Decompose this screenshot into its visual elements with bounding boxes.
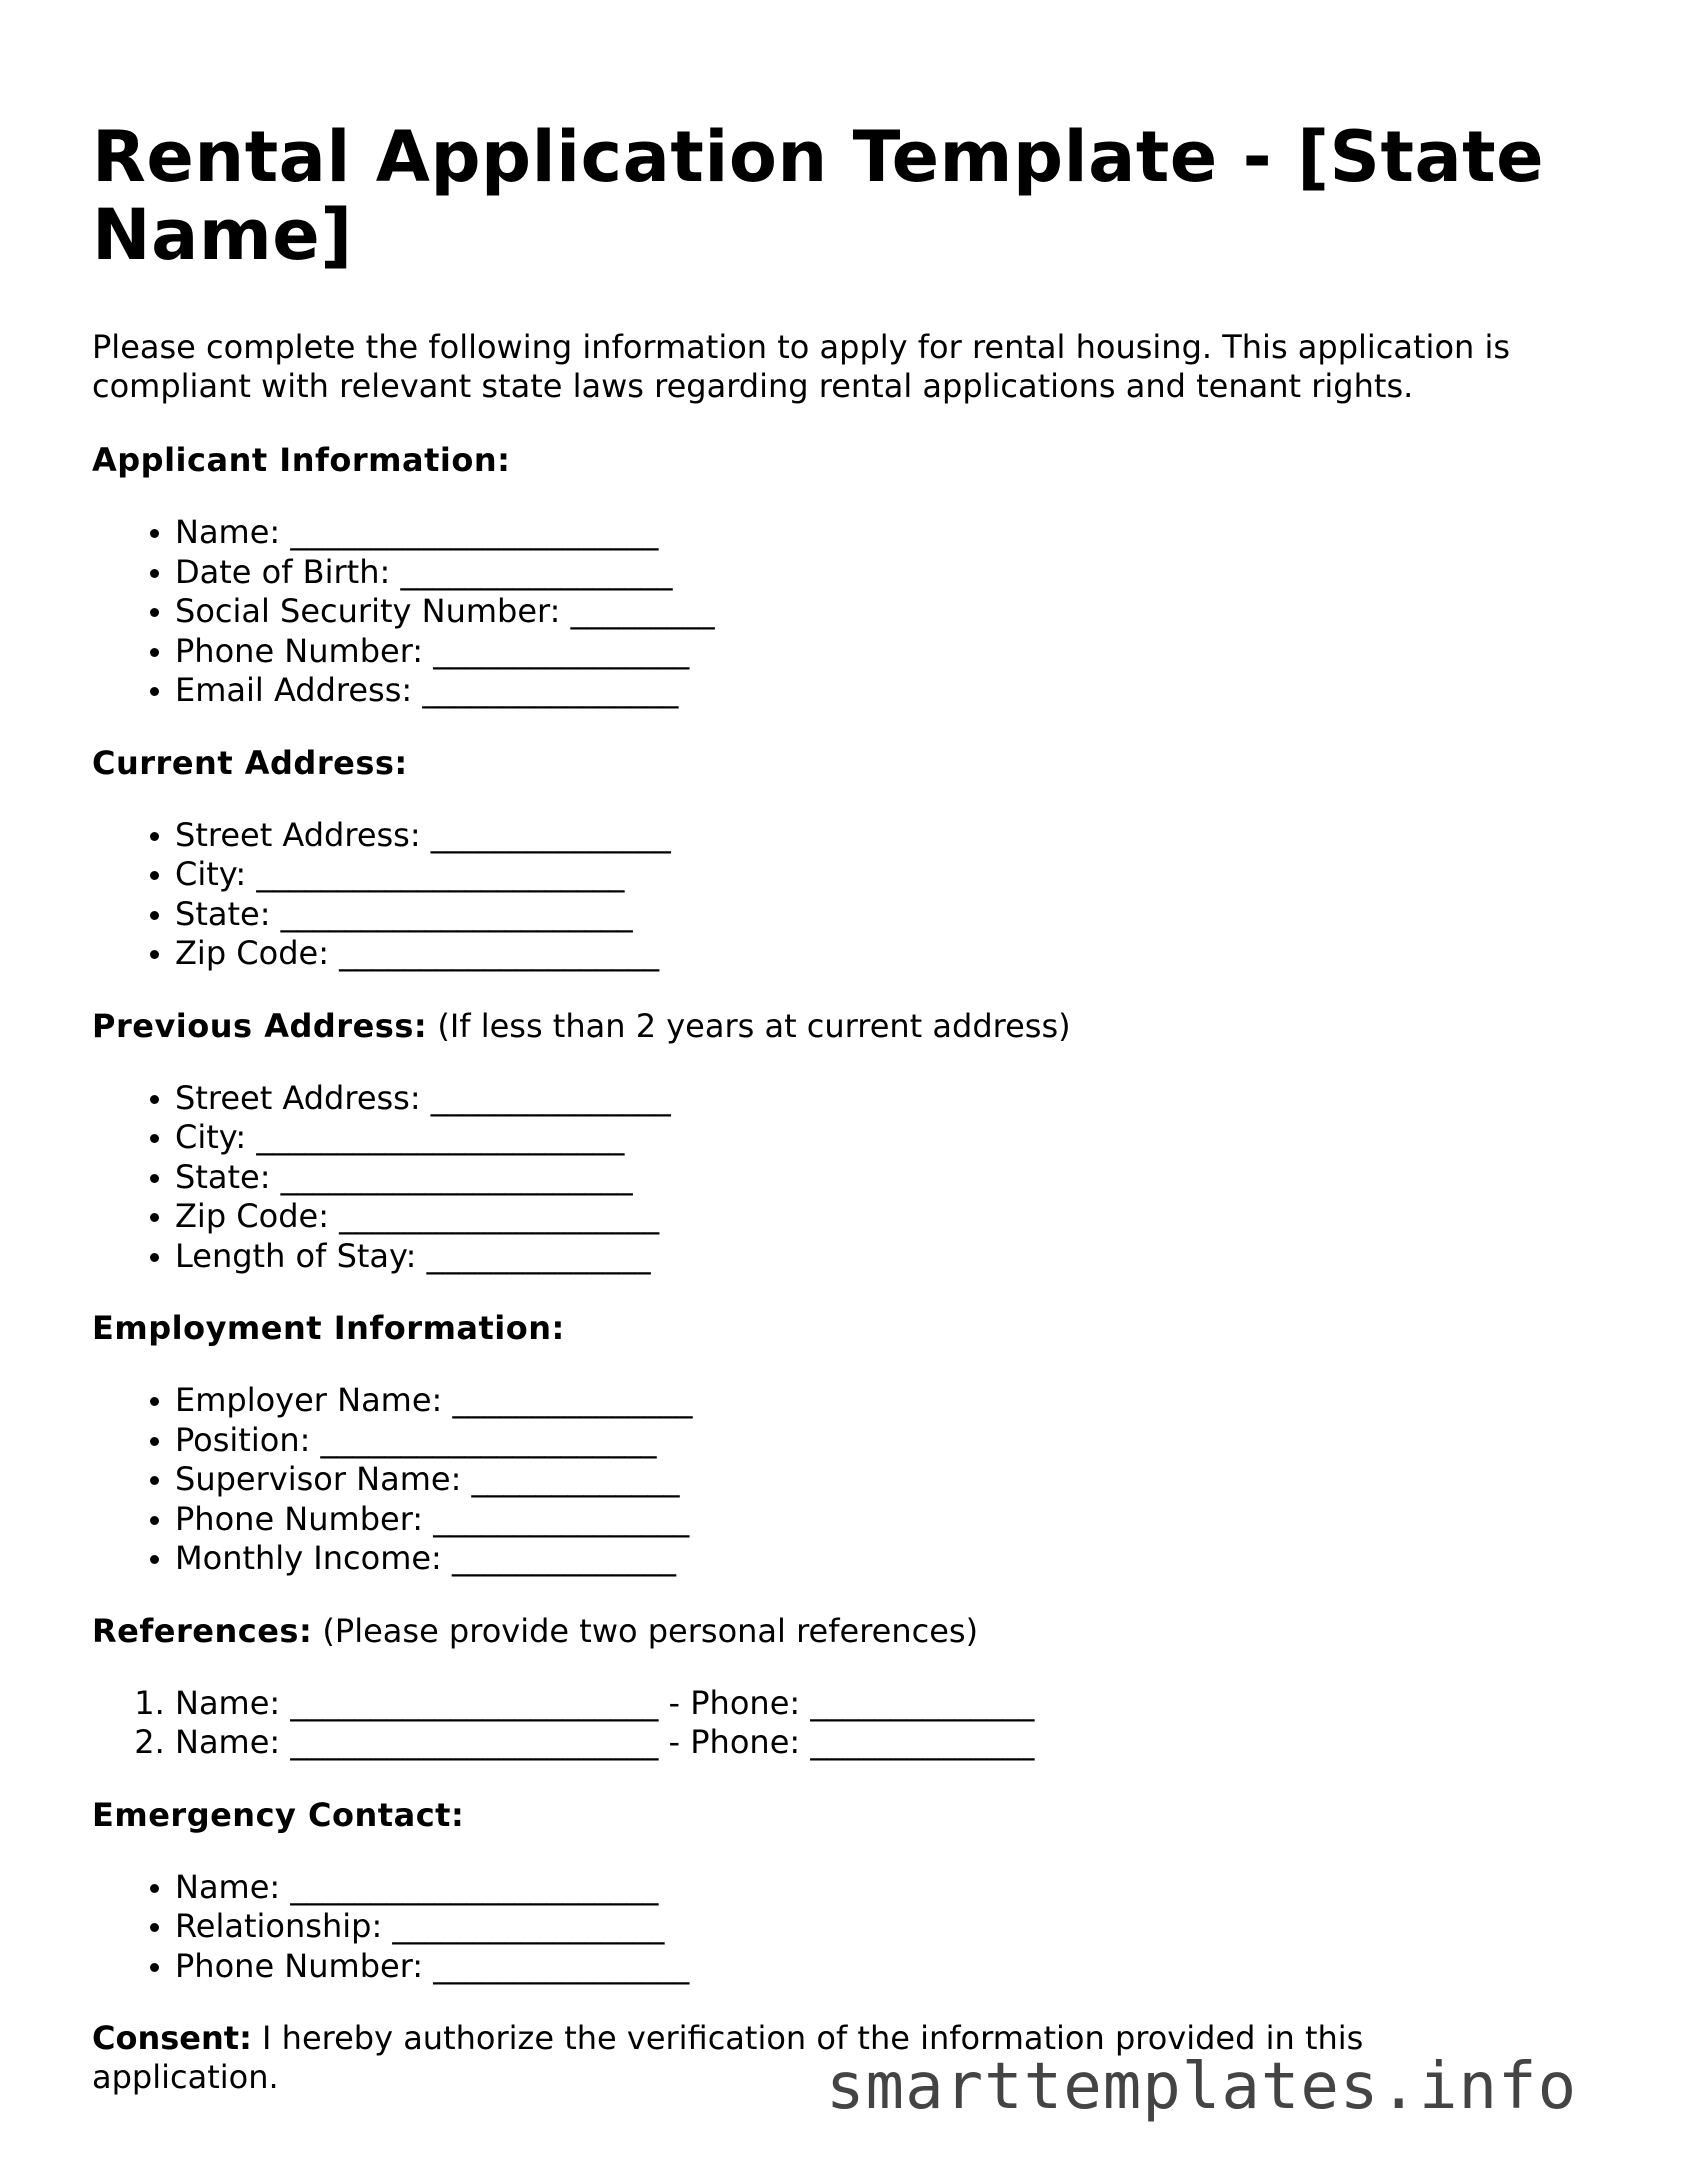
list-item-previous-street: • Street Address: _______________ [175,1079,1592,1119]
references-heading [92,1612,1592,1651]
list-item-current-state: • State: ______________________ [175,895,1592,935]
references-heading-label: References: [92,1611,313,1650]
references-list [92,1684,1592,1763]
watermark: smarttemplates.info [826,2050,1578,2124]
list-item-emergency-phone: • Phone Number: ________________ [175,1947,1592,1987]
current-address-list [92,816,1592,974]
list-item-reference-2: 2. Name: _______________________ - Phone: ______________ [175,1723,1592,1763]
list-item-previous-zip: • Zip Code: ____________________ [175,1197,1592,1237]
list-item-current-city: • City: _______________________ [175,855,1592,895]
references-note: (Please provide two personal references) [312,1611,979,1650]
list-item-previous-state: • State: ______________________ [175,1158,1592,1198]
page-title: Rental Application Template - [State Name] [92,116,1545,276]
list-item-current-zip: • Zip Code: ____________________ [175,934,1592,974]
list-item-supervisor-name: • Supervisor Name: _____________ [175,1460,1592,1500]
list-item-previous-city: • City: _______________________ [175,1118,1592,1158]
list-item-previous-length-of-stay: • Length of Stay: ______________ [175,1237,1592,1277]
employment-heading [92,1309,1592,1348]
list-item-applicant-phone: • Phone Number: ________________ [175,632,1592,672]
list-item-employment-phone: • Phone Number: ________________ [175,1500,1592,1540]
list-item-position: • Position: _____________________ [175,1421,1592,1461]
list-item-emergency-relationship: • Relationship: _________________ [175,1907,1592,1947]
employment-list [92,1381,1592,1579]
applicant-heading-label: Applicant Information: [92,441,511,479]
emergency-list [92,1868,1592,1987]
previous-address-heading-label: Previous Address: [92,1006,428,1045]
list-item-emergency-name: • Name: _______________________ [175,1868,1592,1908]
list-item-current-street: • Street Address: _______________ [175,816,1592,856]
applicant-heading [92,441,1592,480]
list-item-reference-1: 1. Name: _______________________ - Phone: ______________ [175,1684,1592,1724]
current-address-heading [92,744,1592,783]
document-page [92,118,1592,2097]
emergency-heading [92,1796,1592,1835]
intro-paragraph: Please complete the following information to apply for rental housing. This application is compliant with relevant state laws regarding rental applications and tenant rights. [92,328,1511,405]
list-item-applicant-name: • Name: _______________________ [175,513,1592,553]
list-item-applicant-ssn: • Social Security Number: _________ [175,592,1592,632]
list-item-applicant-dob: • Date of Birth: _________________ [175,553,1592,593]
applicant-list [92,513,1592,711]
employment-heading-label: Employment Information: [92,1309,565,1347]
list-item-applicant-email: • Email Address: ________________ [175,671,1592,711]
previous-address-note: (If less than 2 years at current address) [427,1006,1071,1045]
list-item-monthly-income: • Monthly Income: ______________ [175,1539,1592,1579]
list-item-employer-name: • Employer Name: _______________ [175,1381,1592,1421]
consent-text: I hereby authorize the verification of the information provided in this application. [92,2019,1364,2096]
previous-address-list [92,1079,1592,1277]
current-address-heading-label: Current Address: [92,743,408,782]
emergency-heading-label: Emergency Contact: [92,1795,465,1834]
consent-label: Consent: [92,2019,252,2057]
previous-address-heading [92,1007,1592,1046]
